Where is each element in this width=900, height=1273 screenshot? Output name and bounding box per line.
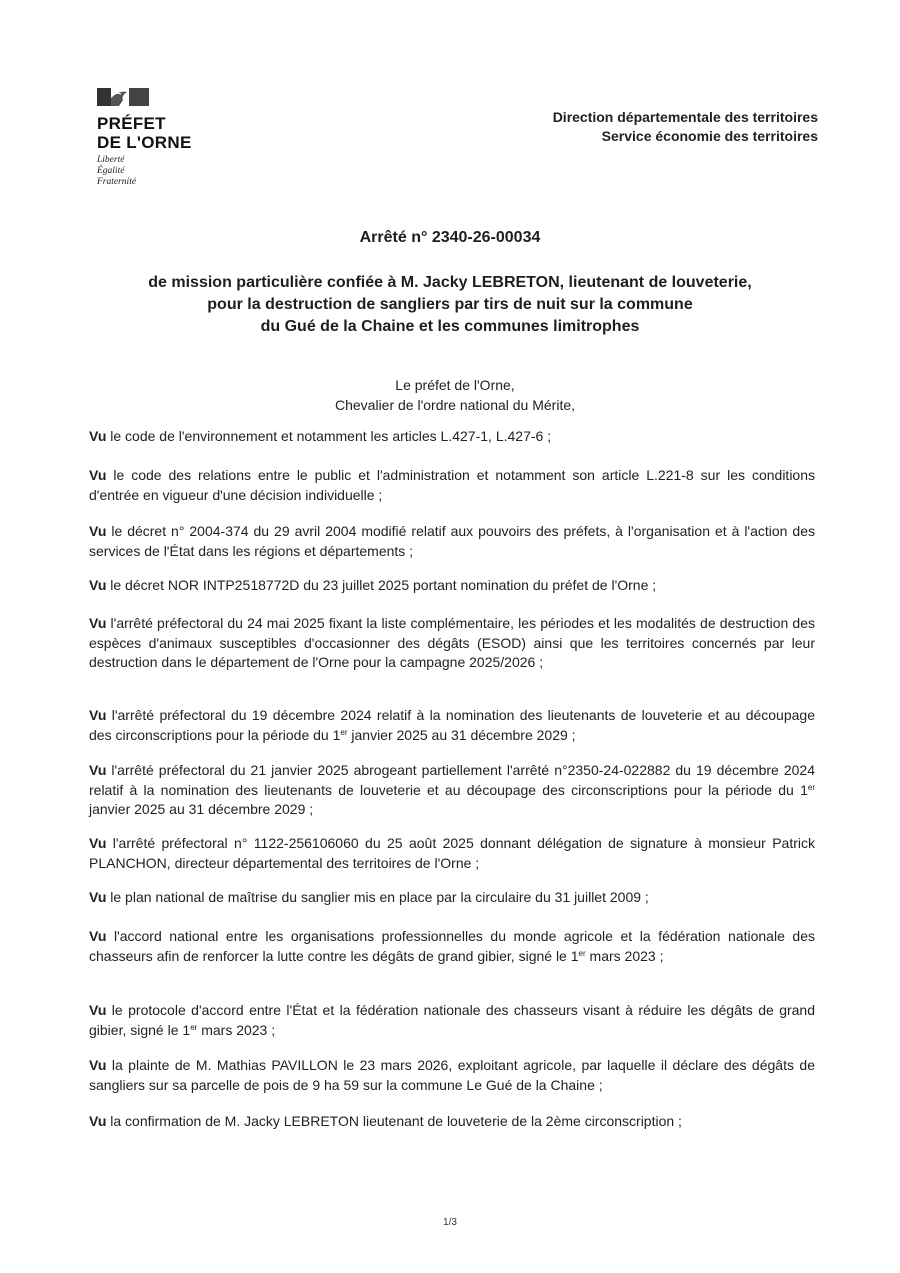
logo-title: [97, 114, 237, 152]
subject-line: de mission particulière confiée à M. Jacky LEBRETON, lieutenant de louveterie,: [148, 274, 752, 291]
vu-text: le plan national de maîtrise du sanglier mis en place par la circulaire du 31 juillet 2009 ;: [106, 889, 649, 905]
vu-keyword: Vu: [89, 889, 107, 905]
preamble: [0, 375, 900, 415]
vu-text: l'accord national entre les organisations professionnelles du monde agricole et la fédération nationale des chasseurs afin de renforcer la lutte contre les dégâts de grand gibier, signé le 1: [89, 928, 815, 964]
vu-paragraph: [89, 1112, 815, 1132]
vu-superscript: er: [340, 727, 348, 737]
vu-paragraph: [89, 1001, 815, 1040]
republic-motto: [97, 155, 237, 188]
prefet-logo: [97, 86, 237, 188]
motto-fraternite: Fraternité: [97, 177, 137, 187]
preamble-title: Chevalier de l'ordre national du Mérite,: [334, 397, 576, 413]
preamble-prefet: Le préfet de l'Orne,: [395, 377, 515, 393]
vu-text: l'arrêté préfectoral du 21 janvier 2025 abrogeant partiellement l'arrêté n°2350-24-022882 du 19 décembre 2024 relatif à la nomination des lieutenants de louveterie et au découpage des circonscriptions pour la période du 1: [89, 762, 815, 798]
marianne-emblem-icon: [97, 86, 149, 108]
vu-text: janvier 2025 au 31 décembre 2029 ;: [89, 801, 314, 817]
direction-name: Direction départementale des territoires: [552, 109, 818, 125]
vu-keyword: Vu: [89, 1113, 107, 1129]
vu-paragraph: [89, 522, 815, 561]
subject-line: du Gué de la Chaine et les communes limitrophes: [260, 318, 640, 335]
vu-text: le protocole d'accord entre l'État et la fédération nationale des chasseurs visant à réduire les dégâts de grand gibier, signé le 1: [89, 1002, 815, 1038]
vu-keyword: Vu: [89, 707, 107, 723]
vu-text: l'arrêté préfectoral du 19 décembre 2024 relatif à la nomination des lieutenants de louveterie et au découpage des circonscriptions pour la période du 1: [89, 707, 815, 743]
vu-keyword: Vu: [89, 928, 107, 944]
vu-paragraph: [89, 834, 815, 873]
vu-text: mars 2023 ;: [585, 947, 664, 964]
vu-text: l'arrêté préfectoral du 24 mai 2025 fixant la liste complémentaire, les périodes et les modalités de destruction des espèces d'animaux susceptibles d'occasionner des dégâts (ESOD) ainsi que les territoires concernés par leur destruction dans le département de l'Orne pour la campagne 2025/2026 ;: [89, 615, 815, 670]
vu-superscript: er: [578, 948, 586, 958]
vu-paragraph: [89, 706, 815, 745]
vu-text: le décret n° 2004-374 du 29 avril 2004 modifié relatif aux pouvoirs des préfets, à l'organisation et à l'action des services de l'État dans les régions et départements ;: [89, 523, 815, 559]
vu-text: le code des relations entre le public et l'administration et notamment son article L.221-8 sur les conditions d'entrée en vigueur d'une décision individuelle ;: [89, 467, 815, 503]
vu-superscript: er: [807, 782, 815, 792]
vu-keyword: Vu: [89, 762, 107, 778]
vu-keyword: Vu: [89, 523, 107, 539]
motto-egalite: Égalité: [97, 166, 125, 176]
vu-paragraph: [89, 927, 815, 966]
vu-keyword: Vu: [89, 428, 107, 444]
vu-text: janvier 2025 au 31 décembre 2029 ;: [347, 726, 576, 743]
vu-paragraph: [89, 888, 815, 908]
arrete-subject: [60, 272, 840, 338]
service-name: Service économie des territoires: [601, 128, 818, 144]
vu-paragraph: [89, 761, 815, 820]
vu-keyword: Vu: [89, 577, 107, 593]
vu-paragraph: [89, 614, 815, 673]
issuing-service: [553, 108, 818, 146]
vu-keyword: Vu: [89, 615, 107, 631]
vu-paragraph: [89, 427, 815, 447]
vu-paragraph: [89, 1056, 815, 1095]
vu-text: le décret NOR INTP2518772D du 23 juillet 2025 portant nomination du préfet de l'Orne ;: [106, 577, 657, 593]
subject-line: pour la destruction de sangliers par tirs de nuit sur la commune: [207, 296, 693, 313]
vu-text: mars 2023 ;: [197, 1021, 276, 1038]
vu-text: le code de l'environnement et notamment les articles L.427-1, L.427-6 ;: [106, 428, 552, 444]
vu-paragraph: [89, 576, 815, 596]
motto-liberte: Liberté: [97, 155, 125, 165]
vu-keyword: Vu: [89, 1002, 107, 1018]
arrete-number: Arrêté n° 2340-26-00034: [359, 229, 541, 246]
vu-keyword: Vu: [89, 1057, 107, 1073]
logo-title-line2: DE L'ORNE: [97, 133, 192, 152]
page-number: 1/3: [443, 1217, 457, 1228]
vu-keyword: Vu: [89, 467, 107, 483]
vu-paragraph: [89, 466, 815, 505]
vu-text: la confirmation de M. Jacky LEBRETON lieutenant de louveterie de la 2ème circonscription ;: [106, 1113, 682, 1129]
vu-keyword: Vu: [89, 835, 107, 851]
vu-text: la plainte de M. Mathias PAVILLON le 23 mars 2026, exploitant agricole, par laquelle il déclare des dégâts de sangliers sur sa parcelle de pois de 9 ha 59 sur la commune Le Gué de la Chaine ;: [89, 1057, 815, 1093]
vu-superscript: er: [190, 1022, 198, 1032]
vu-text: l'arrêté préfectoral n° 1122-256106060 du 25 août 2025 donnant délégation de signature à monsieur Patrick PLANCHON, directeur départemental des territoires de l'Orne ;: [89, 835, 815, 871]
logo-title-line1: PRÉFET: [97, 114, 166, 133]
